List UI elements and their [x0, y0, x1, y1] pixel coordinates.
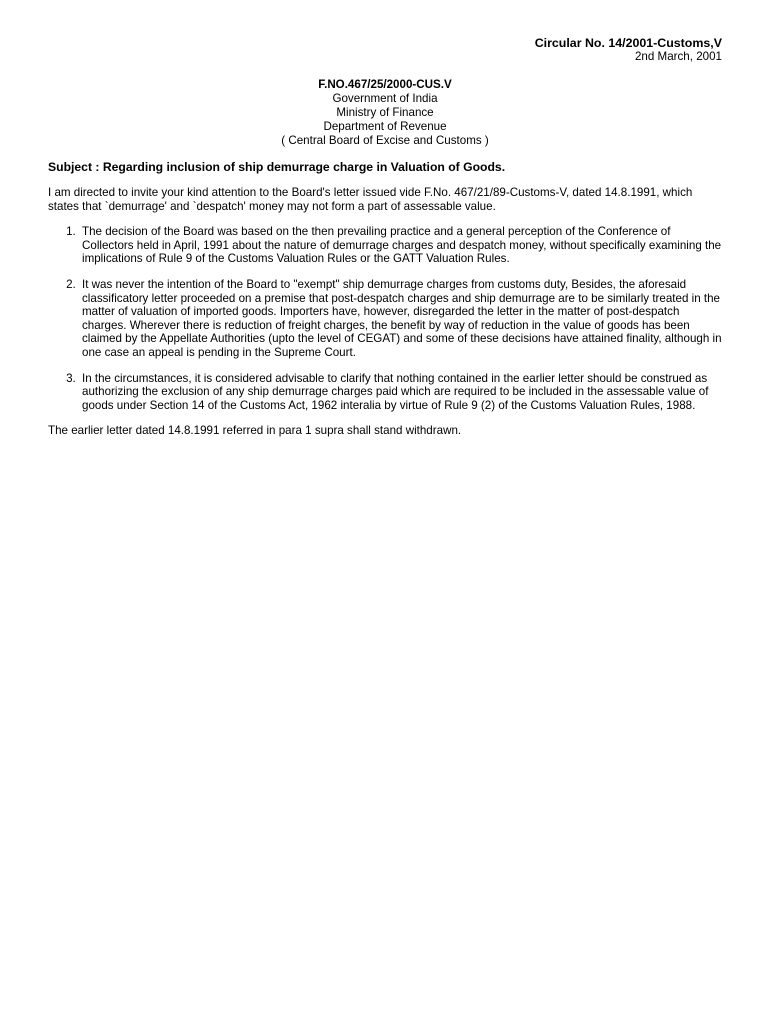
document-page — [48, 36, 722, 438]
subject-line: Subject : Regarding inclusion of ship demurrage charge in Valuation of Goods. — [48, 160, 506, 174]
issuer-department: Department of Revenue — [323, 120, 447, 133]
circular-number: Circular No. 14/2001-Customs,V — [534, 36, 722, 50]
file-number: F.NO.467/25/2000-CUS.V — [318, 78, 452, 91]
point-item: 1. The decision of the Board was based on the then prevailing practice and a general perception of the Conference of Collectors held in April, 1991 about the nature of demurrage charges and despatch money, without specifically examining the implications of Rule 9 of the Customs Valuation Rules or the GATT Valuation Rules. — [79, 225, 722, 266]
point-item: 2. It was never the intention of the Board to "exempt" ship demurrage charges from customs duty, Besides, the aforesaid classificatory letter proceeded on a premise that post-despatch charges and ship demurrage are to be similarly treated in the matter of valuation of imported goods. Importers have, however, disregarded the letter in the matter of post-despatch charges. Wherever there is reduction of freight charges, the benefit by way of reduction in the value of goods has been claimed by the Appellate Authorities (upto the level of CEGAT) and some of these decisions have attained finality, although in one case an appeal is pending in the Supreme Court. — [79, 278, 722, 360]
circular-header — [48, 36, 722, 64]
issuer-block — [48, 78, 722, 148]
closing-paragraph: The earlier letter dated 14.8.1991 referred in para 1 supra shall stand withdrawn. — [48, 424, 462, 438]
issuer-government: Government of India — [332, 92, 438, 105]
intro-paragraph: I am directed to invite your kind attention to the Board's letter issued vide F.No. 467/21/89-Customs-V, dated 14.8.1991, which states that `demurrage' and `despatch' money may not form a part of assessable value. — [48, 186, 693, 213]
circular-date: 2nd March, 2001 — [634, 50, 722, 63]
point-item: 3. In the circumstances, it is considered advisable to clarify that nothing contained in the earlier letter should be construed as authorizing the exclusion of any ship demurrage charges paid which are required to be included in the assessable value of goods under Section 14 of the Customs Act, 1962 interalia by virtue of Rule 9 (2) of the Customs Valuation Rules, 1988. — [79, 372, 722, 413]
numbered-points — [48, 225, 722, 412]
issuer-ministry: Ministry of Finance — [336, 106, 434, 119]
issuer-board: ( Central Board of Excise and Customs ) — [281, 134, 489, 147]
